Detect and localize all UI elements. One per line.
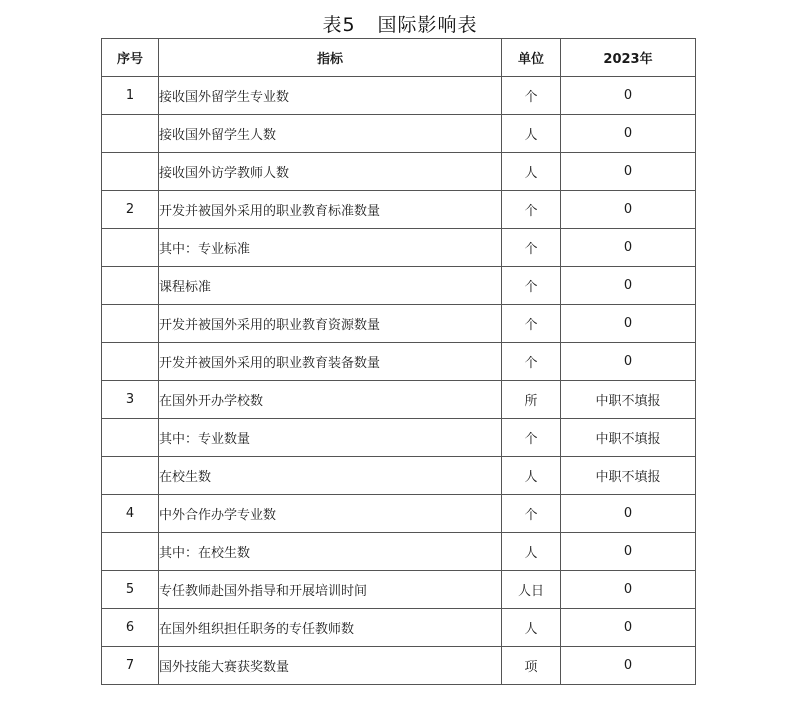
cell-value: 0 <box>561 115 696 153</box>
cell-value: 0 <box>561 495 696 533</box>
cell-seq <box>102 533 159 571</box>
table-title <box>0 10 800 37</box>
cell-seq <box>102 343 159 381</box>
table-row <box>102 609 696 647</box>
cell-seq: 6 <box>102 609 159 647</box>
cell-seq: 3 <box>102 381 159 419</box>
table-row <box>102 77 696 115</box>
cell-seq <box>102 457 159 495</box>
cell-unit: 项 <box>502 647 561 685</box>
cell-seq <box>102 305 159 343</box>
table-row <box>102 191 696 229</box>
cell-unit: 人 <box>502 609 561 647</box>
cell-value: 0 <box>561 191 696 229</box>
cell-unit: 人 <box>502 533 561 571</box>
cell-seq: 4 <box>102 495 159 533</box>
cell-seq <box>102 419 159 457</box>
cell-unit: 人 <box>502 457 561 495</box>
table-row <box>102 267 696 305</box>
cell-seq: 5 <box>102 571 159 609</box>
header-indicator: 指标 <box>159 39 502 77</box>
cell-unit: 个 <box>502 191 561 229</box>
cell-value: 0 <box>561 305 696 343</box>
cell-value: 0 <box>561 571 696 609</box>
cell-value: 中职不填报 <box>561 381 696 419</box>
header-unit: 单位 <box>502 39 561 77</box>
cell-unit: 个 <box>502 77 561 115</box>
cell-indicator: 开发并被国外采用的职业教育资源数量 <box>159 305 502 343</box>
cell-indicator: 开发并被国外采用的职业教育装备数量 <box>159 343 502 381</box>
cell-unit: 个 <box>502 305 561 343</box>
table-row <box>102 533 696 571</box>
cell-indicator: 在国外开办学校数 <box>159 381 502 419</box>
table-row <box>102 571 696 609</box>
cell-unit: 人日 <box>502 571 561 609</box>
cell-value: 0 <box>561 77 696 115</box>
cell-indicator: 接收国外留学生专业数 <box>159 77 502 115</box>
cell-seq <box>102 153 159 191</box>
table-row <box>102 381 696 419</box>
cell-unit: 个 <box>502 229 561 267</box>
cell-indicator: 在国外组织担任职务的专任教师数 <box>159 609 502 647</box>
table-row <box>102 229 696 267</box>
header-seq: 序号 <box>102 39 159 77</box>
cell-value: 中职不填报 <box>561 457 696 495</box>
cell-indicator: 接收国外访学教师人数 <box>159 153 502 191</box>
cell-value: 0 <box>561 229 696 267</box>
cell-seq <box>102 229 159 267</box>
cell-indicator: 国外技能大赛获奖数量 <box>159 647 502 685</box>
cell-indicator: 在校生数 <box>159 457 502 495</box>
table-row <box>102 647 696 685</box>
cell-indicator: 专任教师赴国外指导和开展培训时间 <box>159 571 502 609</box>
cell-indicator: 接收国外留学生人数 <box>159 115 502 153</box>
cell-value: 0 <box>561 609 696 647</box>
table-body <box>102 77 696 685</box>
cell-indicator: 中外合作办学专业数 <box>159 495 502 533</box>
cell-seq <box>102 267 159 305</box>
cell-indicator: 其中：专业标准 <box>159 229 502 267</box>
table-row <box>102 153 696 191</box>
cell-unit: 人 <box>502 153 561 191</box>
cell-unit: 个 <box>502 267 561 305</box>
table-row <box>102 457 696 495</box>
cell-indicator: 其中：专业数量 <box>159 419 502 457</box>
table-name: 国际影响表 <box>377 14 478 36</box>
cell-unit: 个 <box>502 419 561 457</box>
cell-unit: 个 <box>502 343 561 381</box>
international-impact-table <box>101 38 696 685</box>
cell-unit: 个 <box>502 495 561 533</box>
cell-value: 0 <box>561 343 696 381</box>
cell-value: 0 <box>561 153 696 191</box>
table-row <box>102 343 696 381</box>
table-row <box>102 419 696 457</box>
table-row <box>102 115 696 153</box>
cell-seq: 1 <box>102 77 159 115</box>
cell-unit: 所 <box>502 381 561 419</box>
table-number: 表5 <box>322 14 356 36</box>
cell-value: 0 <box>561 533 696 571</box>
cell-indicator: 课程标准 <box>159 267 502 305</box>
cell-seq: 2 <box>102 191 159 229</box>
cell-value: 0 <box>561 267 696 305</box>
table-row <box>102 495 696 533</box>
cell-seq: 7 <box>102 647 159 685</box>
cell-value: 中职不填报 <box>561 419 696 457</box>
header-year: 2023年 <box>561 39 696 77</box>
header-row <box>102 39 696 77</box>
cell-value: 0 <box>561 647 696 685</box>
cell-indicator: 其中：在校生数 <box>159 533 502 571</box>
cell-indicator: 开发并被国外采用的职业教育标准数量 <box>159 191 502 229</box>
table-row <box>102 305 696 343</box>
cell-unit: 人 <box>502 115 561 153</box>
cell-seq <box>102 115 159 153</box>
